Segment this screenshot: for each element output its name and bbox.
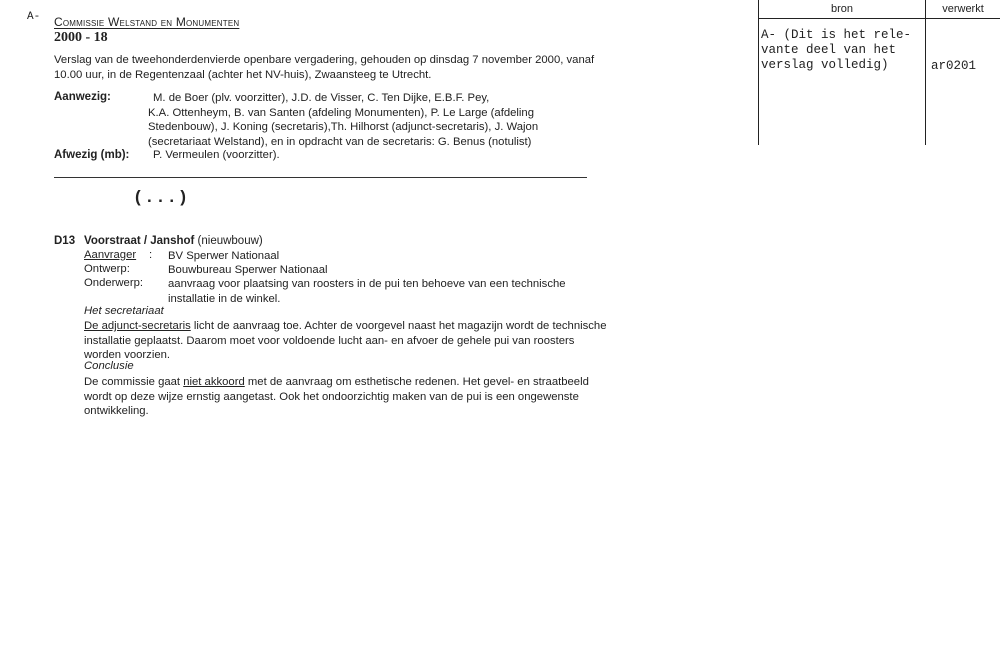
- section-divider: [54, 177, 587, 178]
- applicant-label-text: Aanvrager: [84, 249, 137, 261]
- processed-code: ar0201: [931, 59, 977, 73]
- omission-ellipsis: (...): [133, 189, 190, 208]
- absent-label: Afwezig (mb):: [54, 149, 130, 161]
- organization-name: [54, 15, 239, 29]
- present-list-line1: M. de Boer (plv. voorzitter), J.D. de Visser, C. Ten Dijke, E.B.F. Pey,: [153, 92, 490, 104]
- margin-marker: A-: [27, 11, 41, 23]
- source-note: A- (Dit is het rele- vante deel van het verslag volledig): [761, 28, 912, 72]
- absent-list: P. Vermeulen (voorzitter).: [153, 149, 280, 161]
- secretariat-heading: Het secretariaat: [84, 305, 164, 317]
- item-title-location: Voorstraat / Janshof: [84, 235, 195, 247]
- design-value: Bouwbureau Sperwer Nationaal: [168, 264, 328, 276]
- conclusion-pre: De commissie gaat: [84, 376, 184, 388]
- conclusion-post: met de aanvraag om esthetische redenen. Het gevel- en straatbeeld wordt op deze wijze ernstig aangetast. Ook het ondoorzichtig maken van de pui is een ongewenste ontwikkeling.: [84, 376, 589, 417]
- secretariat-body: [84, 319, 609, 363]
- subject-value: aanvraag voor plaatsing van roosters in de pui ten behoeve van een technische installatie in de winkel.: [168, 278, 566, 305]
- item-title-type: (nieuwbouw): [194, 235, 263, 247]
- table-header-rule: [758, 18, 1000, 19]
- present-list: [148, 91, 568, 149]
- table-left-border: [758, 0, 759, 145]
- applicant-label: [84, 249, 136, 261]
- document-number: 2000 - 18: [54, 30, 108, 45]
- item-code: D13: [54, 235, 76, 247]
- subject-label: Onderwerp:: [84, 277, 144, 289]
- present-list-rest: K.A. Ottenheym, B. van Santen (afdeling Monumenten), P. Le Large (afdeling Stedenbouw), J. Koning (secretaris),Th. Hilhorst (adjunct-secretaris), J. Wajon (secretariaat Welstand), en in opdracht van de secretaris: G. Benus (notulist): [148, 106, 539, 148]
- item-title: [84, 235, 263, 247]
- conclusion-heading: Conclusie: [84, 360, 134, 372]
- design-label: Ontwerp:: [84, 263, 130, 275]
- column-header-processed: verwerkt: [942, 3, 984, 15]
- conclusion-body: [84, 375, 609, 419]
- applicant-colon: :: [149, 249, 153, 261]
- column-header-source: bron: [830, 3, 854, 15]
- table-column-divider: [925, 0, 926, 145]
- applicant-value: BV Sperwer Nationaal: [168, 250, 280, 262]
- meeting-intro: Verslag van de tweehonderdenvierde openbare vergadering, gehouden op dinsdag 7 november 2000, vanaf 10.00 uur, in de Regentenzaal (achter het NV-huis), Zwaansteeg te Utrecht.: [54, 54, 595, 81]
- organization-name-text: Commissie Welstand en Monumenten: [54, 15, 240, 29]
- secretariat-lead: De adjunct-secretaris: [84, 320, 191, 332]
- secretariat-text: licht de aanvraag toe. Achter de voorgevel naast het magazijn wordt de technische installatie geplaatst. Daarom moet voor voldoende lucht aan- en afvoer de gehele pui van roosters worden voorzien.: [84, 320, 607, 361]
- present-label: Aanwezig:: [54, 91, 111, 103]
- conclusion-verdict: niet akkoord: [183, 376, 245, 388]
